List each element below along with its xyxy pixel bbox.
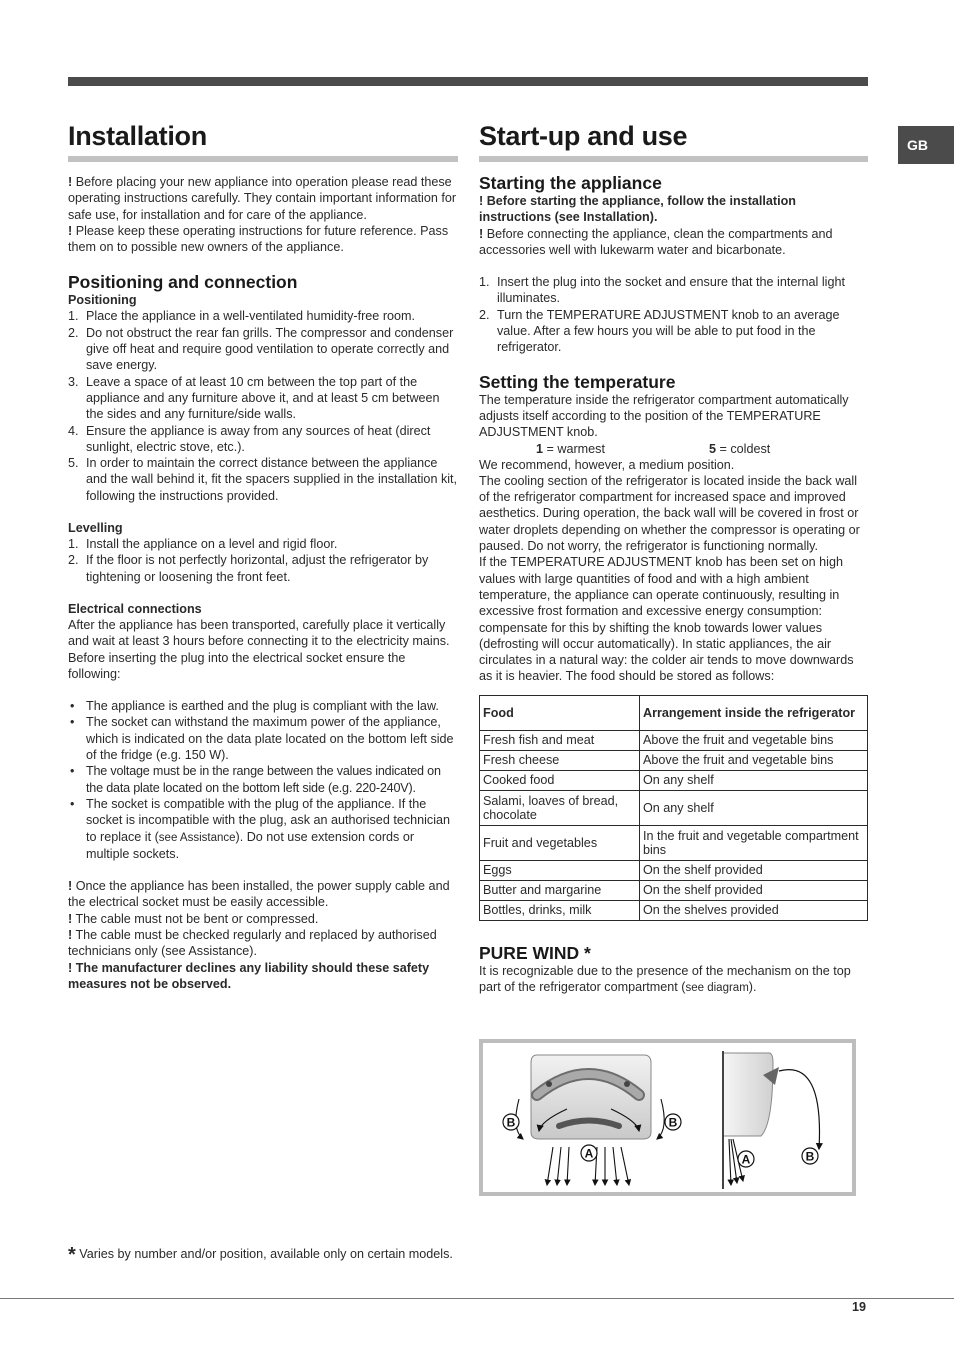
table-row	[480, 790, 868, 825]
temperature-intro: The temperature inside the refrigerator compartment automatically adjusts itself according to the position of the TEMPERATURE ADJUSTMENT knob.	[479, 392, 849, 440]
table-cell: Salami, loaves of bread, chocolate	[480, 790, 640, 825]
table-cell: On any shelf	[640, 790, 868, 825]
startup-title: Start-up and use	[479, 116, 868, 162]
scale-coldest: 5 = coldest	[709, 441, 771, 456]
table-cell: On any shelf	[640, 770, 868, 790]
list-item: 4. Ensure the appliance is away from any sources of heat (direct sunlight, electric stove, etc.).	[68, 423, 431, 454]
svg-text:A: A	[584, 1146, 594, 1161]
starting-warning: ! Before starting the appliance, follow the installation instructions (see Installation).	[479, 194, 796, 225]
warning-3: ! The cable must be checked regularly and replaced by authorised technicians only (see Assistance).	[68, 927, 437, 959]
table-cell: Fruit and vegetables	[480, 825, 640, 860]
levelling-subheading: Levelling	[68, 521, 123, 536]
pure-wind-diagram	[479, 1039, 856, 1196]
label-a-front	[581, 1145, 597, 1161]
list-item: 1. Install the appliance on a level and rigid floor.	[68, 537, 338, 552]
levelling-list	[68, 536, 458, 585]
startup-column	[479, 116, 868, 996]
electrical-intro: After the appliance has been transported, carefully place it vertically and wait at least 3 hours before connecting it to the electricity mains. Before inserting the plug into the electrical socket ensure the following:	[68, 617, 450, 681]
intro-paragraph-1: ! Before placing your new appliance into operation please read these operating instructions carefully. They contain important information for safe use, for installation and for care of the appliance.	[68, 175, 457, 222]
svg-text:B: B	[506, 1115, 516, 1130]
list-item: 2. Turn the TEMPERATURE ADJUSTMENT knob to an average value. After a few hours you will be able to put food in the refrigerator.	[479, 307, 840, 355]
table-cell: Fresh fish and meat	[480, 730, 640, 750]
bottom-rule	[0, 1298, 954, 1299]
positioning-list	[68, 308, 458, 504]
table-cell: On the shelf provided	[640, 880, 868, 900]
footnote: * Varies by number and/or position, available only on certain models.	[68, 1244, 453, 1266]
temperature-heading: Setting the temperature	[479, 371, 676, 392]
page-number: 19	[852, 1300, 867, 1314]
temperature-text: We recommend, however, a medium position. The cooling section of the refrigerator is located inside the back wall of the refrigerator compartment for increased space and improved aesthetics. During operation, the back wall will be covered in frost or water droplets depending on whether the compressor is operating or paused. Do not worry, the refrigerator is functioning normally. If the TEMPERATURE ADJUSTMENT knob has been set on high values with large quantities of food and with a high ambient temperature, the appliance can operate continuously, resulting in excessive frost formation and excessive energy consumption: compensate for this by shifting the knob towards lower values (defrosting will occur automatically). In static appliances, the air circulates in a natural way: the colder air tends to move downwards as it is heavier. The food should be stored as follows:	[479, 457, 860, 684]
list-item: 5. In order to maintain the correct distance between the appliance and the wall behind it, fit the spacers supplied in the installation kit, following the instructions provided.	[68, 456, 458, 503]
table-cell: Fresh cheese	[480, 750, 640, 770]
table-cell: Above the fruit and vegetable bins	[640, 750, 868, 770]
electrical-subheading: Electrical connections	[68, 601, 202, 616]
list-item: • The appliance is earthed and the plug is compliant with the law.	[70, 699, 439, 714]
electrical-checklist	[68, 698, 458, 862]
table-cell: Butter and margarine	[480, 880, 640, 900]
liability-notice: ! The manufacturer declines any liability should these safety measures not be observed.	[68, 960, 430, 991]
svg-text:B: B	[668, 1115, 678, 1130]
table-row	[480, 880, 868, 900]
front-view-unit	[531, 1055, 651, 1139]
table-row	[480, 860, 868, 880]
table-cell: In the fruit and vegetable compartment bins	[640, 825, 868, 860]
svg-text:B: B	[805, 1149, 815, 1164]
temperature-scale	[479, 441, 868, 457]
table-cell: Bottles, drinks, milk	[480, 900, 640, 920]
list-item: 1. Place the appliance in a well-ventilated humidity-free room.	[68, 309, 416, 324]
label-b-side	[802, 1148, 818, 1164]
table-row	[480, 900, 868, 920]
positioning-heading: Positioning and connection	[68, 272, 298, 293]
pure-wind-text: It is recognizable due to the presence of the mechanism on the top part of the refrigerator compartment (see diagram).	[479, 963, 851, 995]
list-item: 1. Insert the plug into the socket and ensure that the internal light illuminates.	[479, 275, 845, 306]
list-item: • The socket can withstand the maximum power of the appliance, which is indicated on the data plate located on the bottom left side of the fridge (e.g. 150 W).	[70, 715, 454, 763]
scale-warmest: 1 = warmest	[536, 441, 605, 456]
warning-1: ! Once the appliance has been installed, the power supply cable and the electrical socket must be easily accessible.	[68, 879, 450, 910]
food-storage-table	[479, 695, 868, 921]
list-item: • The voltage must be in the range between the values indicated on the data plate located on the bottom left side (e.g. 220-240V).	[70, 764, 441, 795]
table-row	[480, 770, 868, 790]
positioning-subheading: Positioning	[68, 293, 137, 308]
starting-list	[479, 274, 868, 355]
label-b-right	[665, 1114, 681, 1130]
installation-title: Installation	[68, 116, 458, 162]
table-header-food: Food	[480, 695, 640, 730]
list-item: 2. Do not obstruct the rear fan grills. The compressor and condenser give off heat and require good ventilation to operate correctly and save energy.	[68, 325, 454, 373]
list-item: 3. Leave a space of at least 10 cm between the top part of the appliance and any furniture above it, and at least 5 cm between the sides and any furniture/side walls.	[68, 374, 440, 422]
table-cell: On the shelves provided	[640, 900, 868, 920]
svg-text:A: A	[741, 1152, 751, 1167]
table-header-row	[480, 695, 868, 730]
table-row	[480, 825, 868, 860]
table-row	[480, 750, 868, 770]
list-item: • The socket is compatible with the plug of the appliance. If the socket is incompatible with the plug, ask an authorised technician to replace it (see Assistance). Do not use extension cords or multiple sockets.	[70, 796, 451, 861]
table-cell: Cooked food	[480, 770, 640, 790]
label-a-side	[738, 1151, 754, 1167]
language-tab: GB	[898, 126, 954, 164]
label-b-left	[503, 1114, 519, 1130]
top-rule	[68, 77, 868, 86]
table-cell: Above the fruit and vegetable bins	[640, 730, 868, 750]
list-item: 2. If the floor is not perfectly horizontal, adjust the refrigerator by tightening or loosening the front feet.	[68, 553, 429, 584]
table-cell: On the shelf provided	[640, 860, 868, 880]
starting-heading: Starting the appliance	[479, 173, 662, 193]
table-cell: Eggs	[480, 860, 640, 880]
installation-column	[68, 116, 458, 992]
warning-2: ! The cable must not be bent or compressed.	[68, 911, 319, 926]
table-header-arrangement: Arrangement inside the refrigerator	[640, 695, 868, 730]
table-row	[480, 730, 868, 750]
pure-wind-heading: PURE WIND *	[479, 942, 591, 963]
intro-paragraph-2: ! Please keep these operating instructions for future reference. Pass them on to possible new owners of the appliance.	[68, 223, 449, 255]
starting-note: ! Before connecting the appliance, clean the compartments and accessories well with lukewarm water and bicarbonate.	[479, 226, 833, 257]
